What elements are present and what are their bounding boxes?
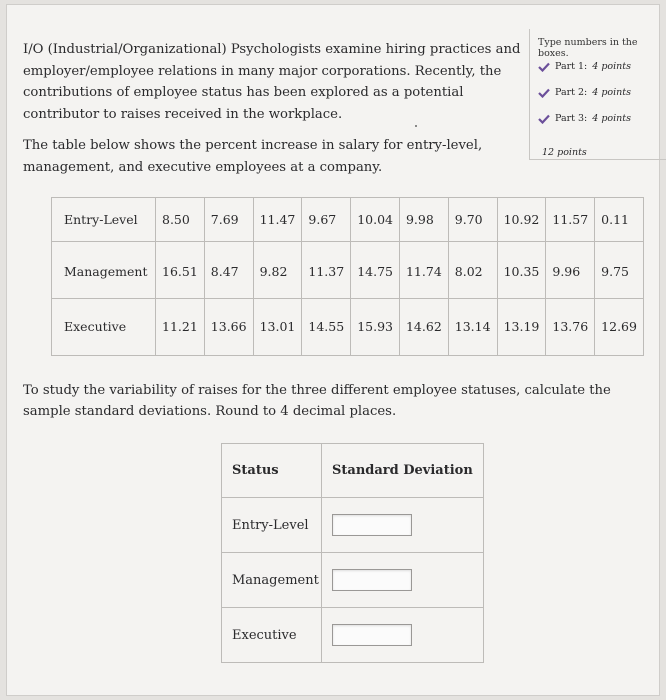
check-icon xyxy=(538,62,550,72)
table-cell: 8.50 xyxy=(156,198,205,242)
answer-table xyxy=(221,443,484,663)
table-cell: 14.62 xyxy=(399,299,448,356)
table-cell: 8.02 xyxy=(448,242,497,299)
part-label: Part 2: xyxy=(555,87,588,98)
table-row xyxy=(52,242,644,299)
table-cell: 11.57 xyxy=(546,198,595,242)
part-points: 4 points xyxy=(592,87,631,98)
row-label: Executive xyxy=(52,299,156,356)
table-cell: 9.82 xyxy=(253,242,302,299)
table-cell: 15.93 xyxy=(351,299,400,356)
table-cell: 9.70 xyxy=(448,198,497,242)
answer-cell xyxy=(322,498,484,553)
table-cell: 11.74 xyxy=(399,242,448,299)
answer-cell xyxy=(322,608,484,663)
status-header: Status xyxy=(222,444,322,498)
stray-dot xyxy=(415,125,417,127)
std-dev-header: Standard Deviation xyxy=(322,444,484,498)
salary-increase-table xyxy=(51,197,644,356)
table-cell: 13.19 xyxy=(497,299,546,356)
status-label: Management xyxy=(222,553,322,608)
table-cell: 14.55 xyxy=(302,299,351,356)
row-label: Management xyxy=(52,242,156,299)
part-points: 4 points xyxy=(592,113,631,124)
table-cell: 7.69 xyxy=(204,198,253,242)
part-points: 4 points xyxy=(592,61,631,72)
table-cell: 11.21 xyxy=(156,299,205,356)
sidebar-title: Type numbers in the boxes. xyxy=(538,37,638,59)
status-label: Executive xyxy=(222,608,322,663)
table-cell: 9.96 xyxy=(546,242,595,299)
table-cell: 8.47 xyxy=(204,242,253,299)
table-cell: 16.51 xyxy=(156,242,205,299)
table-row xyxy=(52,198,644,242)
table-description: The table below shows the percent increase in salary for entry-level, management, and executive employees at a company. xyxy=(23,138,483,175)
points-sidebar xyxy=(529,29,666,160)
answer-row xyxy=(222,498,484,553)
part-3-points xyxy=(538,113,631,124)
table-cell: 11.47 xyxy=(253,198,302,242)
executive-std-dev-input[interactable] xyxy=(332,624,412,646)
answer-cell xyxy=(322,553,484,608)
table-cell: 13.66 xyxy=(204,299,253,356)
status-label: Entry-Level xyxy=(222,498,322,553)
table-cell: 10.35 xyxy=(497,242,546,299)
table-cell: 14.75 xyxy=(351,242,400,299)
check-icon xyxy=(538,114,550,124)
table-cell: 9.67 xyxy=(302,198,351,242)
table-cell: 9.75 xyxy=(595,242,644,299)
table-cell: 0.11 xyxy=(595,198,644,242)
table-cell: 10.92 xyxy=(497,198,546,242)
check-icon xyxy=(538,88,550,98)
table-cell: 10.04 xyxy=(351,198,400,242)
table-cell: 13.01 xyxy=(253,299,302,356)
table-cell: 12.69 xyxy=(595,299,644,356)
answer-row xyxy=(222,608,484,663)
management-std-dev-input[interactable] xyxy=(332,569,412,591)
instructions-text: To study the variability of raises for the three different employee statuses, calculate the sample standard deviations. Round to 4 decimal places. xyxy=(23,383,611,419)
part-2-points xyxy=(538,87,631,98)
answer-header-row xyxy=(222,444,484,498)
table-cell: 11.37 xyxy=(302,242,351,299)
part-label: Part 3: xyxy=(555,113,588,124)
table-cell: 13.76 xyxy=(546,299,595,356)
row-label: Entry-Level xyxy=(52,198,156,242)
question-page xyxy=(6,4,660,696)
table-cell: 13.14 xyxy=(448,299,497,356)
part-label: Part 1: xyxy=(555,61,588,72)
total-points: 12 points xyxy=(542,147,587,158)
entry-level-std-dev-input[interactable] xyxy=(332,514,412,536)
answer-row xyxy=(222,553,484,608)
table-cell: 9.98 xyxy=(399,198,448,242)
table-row xyxy=(52,299,644,356)
part-1-points xyxy=(538,61,631,72)
intro-paragraph: I/O (Industrial/Organizational) Psychologists examine hiring practices and employer/employee relations in many major corporations. Recently, the contributions of employee status has been explored as a potential contributor to raises received in the workplace. xyxy=(23,42,521,122)
